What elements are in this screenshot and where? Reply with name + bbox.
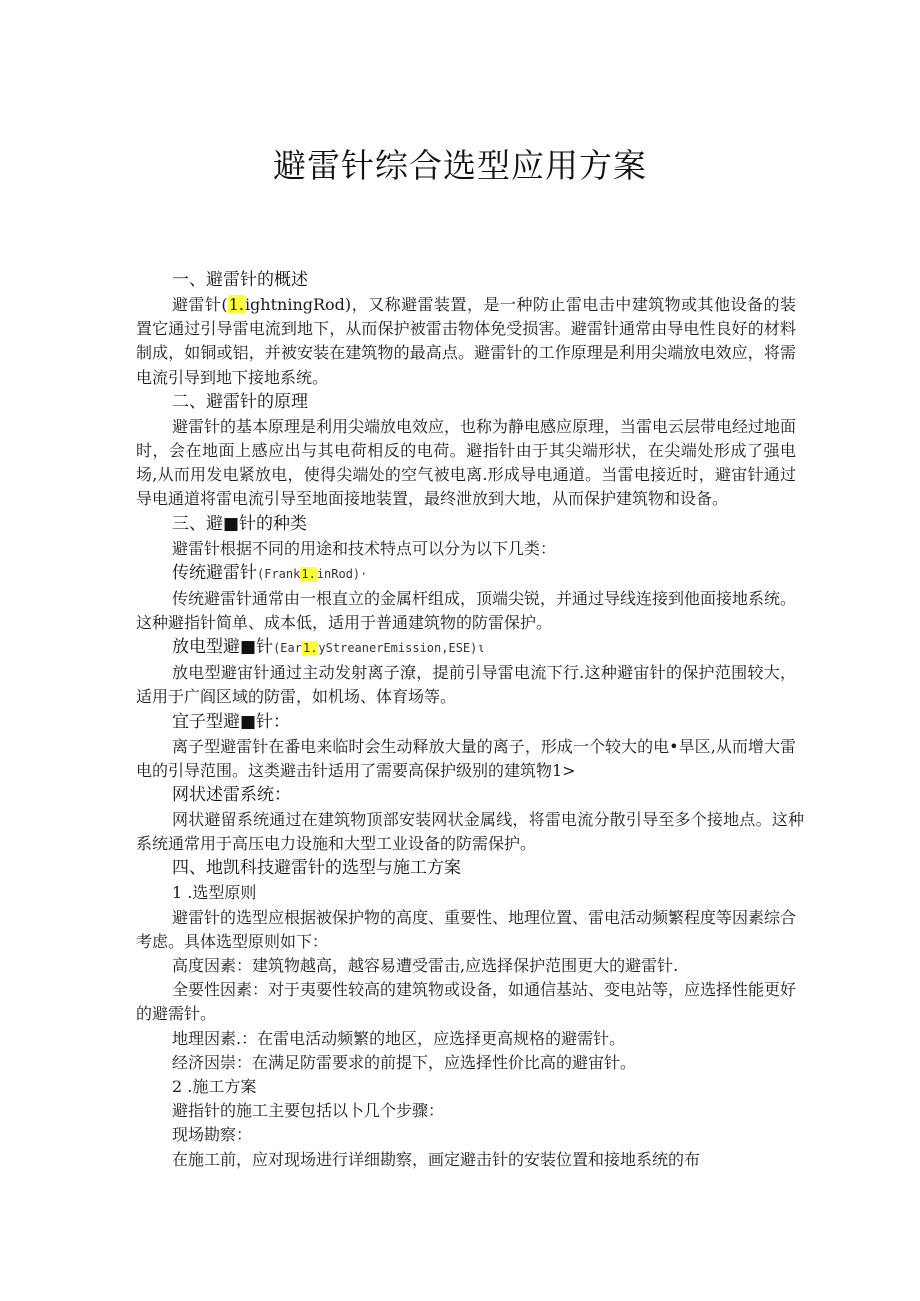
subheading-selection-principle: 1 .选型原则 [172, 883, 257, 903]
paragraph: 避雷针根据不同的用途和技术特点可以分为以下几类： [172, 538, 557, 558]
paragraph: 地理因素.：在雷电活动频繁的地区，应选择更高规格的避需针。 [172, 1028, 626, 1048]
paragraph: 网状避留系统通过在建筑物顶部安装网状金属线，将雷电流分散引导至多个接地点。这种系统通常用于高压电力设施和大型工业设备的防需保护。 [136, 810, 804, 854]
paragraph: 高度因素：建筑物越高，越容易遭受雷击,应选择保护范围更大的避雷针. [172, 956, 679, 976]
section-heading-types: 三、避■针的种类 [172, 513, 308, 534]
text-run: ightningRod)，又称避雷装置，是一种防止雷电击中建筑物或其他设备的装置它通过引导雷电流到地下，从而保护被雷击物体免受损害。避雷针通常由导电性良好的材料制成，如铜或铝，并被安装在建筑物的最高点。避雷针的工作原理是利用尖端放电效应，将需电流引导到地下接地系统。 [136, 295, 796, 387]
document-body [136, 268, 804, 1172]
type-title: 放电型避■针 [172, 637, 274, 658]
document-title: 避雷针综合选型应用方案 [273, 146, 647, 185]
type-heading-ese [136, 635, 796, 661]
paragraph [136, 293, 796, 390]
type-english: (Frank1.inRod)· [257, 566, 368, 581]
paragraph: 避指针的施工主要包括以卜几个步骤： [172, 1101, 445, 1121]
type-heading-mesh: 网状述雷系统： [172, 785, 291, 806]
paragraph: 在施工前，应对现场进行详细勘察，画定避击针的安装位置和接地系统的布 [172, 1149, 701, 1169]
text-run: 避雷针( [172, 295, 228, 314]
section-heading-selection: 四、地凯科技避雷针的选型与施工方案 [172, 858, 461, 879]
section-heading-principle: 二、避雷针的原理 [172, 391, 308, 412]
type-english: (Ear1.yStreanerEmission,ESE)ι [273, 641, 485, 656]
paragraph: 全要性因素：对于夷要性较高的建筑物或设备，如通信基站、变电站等，应选择性能更好的避需针。 [136, 980, 797, 1024]
highlighted-text: 1. [302, 641, 318, 656]
highlighted-text: 1. [228, 295, 244, 314]
paragraph: 放电型避宙针通过主动发射离子潦，提前引导雷电流下行.这种避宙针的保护范围较大，适用于广阎区域的防雷，如机场、体育场等。 [136, 663, 796, 707]
highlighted-text: 1. [301, 566, 316, 581]
type-heading-traditional [136, 561, 796, 587]
paragraph: 现场勘察： [172, 1125, 253, 1145]
section-heading-overview: 一、避雷针的概述 [172, 270, 308, 290]
paragraph: 离子型避雷针在番电来临时会生动释放大量的离子，形成一个较大的电•旱区,从而增大雷电的引导范围。这类避击针适用了需要高保护级别的建筑物1> [136, 736, 796, 780]
subheading-construction-plan: 2 .施工方案 [172, 1077, 257, 1097]
type-title: 传统避雷针 [172, 562, 257, 583]
paragraph: 经济因崇：在满足防雷要求的前提下，应选择性价比高的避宙针。 [172, 1052, 637, 1072]
paragraph: 避雷针的选型应根据被保护物的高度、重要性、地理位置、雷电活动频繁程度等因素综合考虑。具体选型原则如下： [136, 907, 797, 951]
type-heading-ion: 宜子型避■针： [172, 711, 291, 732]
paragraph: 避雷针的基本原理是利用尖端放电效应，也称为静电感应原理，当雷电云层带电经过地面时，会在地面上感应出与其电荷相反的电荷。避指针由于其尖端形状，在尖端处形成了强电场,从而用发电紧放电，使得尖端处的空气被电离.形成导电通道。当雷电接近时，避宙针通过导电通道将雷电流引导至地面接地装置，最终泄放到大地，从而保护建筑物和设备。 [136, 416, 797, 509]
paragraph: 传统避雷针通常由一根直立的金属杆组成，顶端尖锐，并通过导线连接到他面接地系统。这种避指针简单、成本低，适用于普通建筑物的防雷保护。 [136, 588, 797, 633]
